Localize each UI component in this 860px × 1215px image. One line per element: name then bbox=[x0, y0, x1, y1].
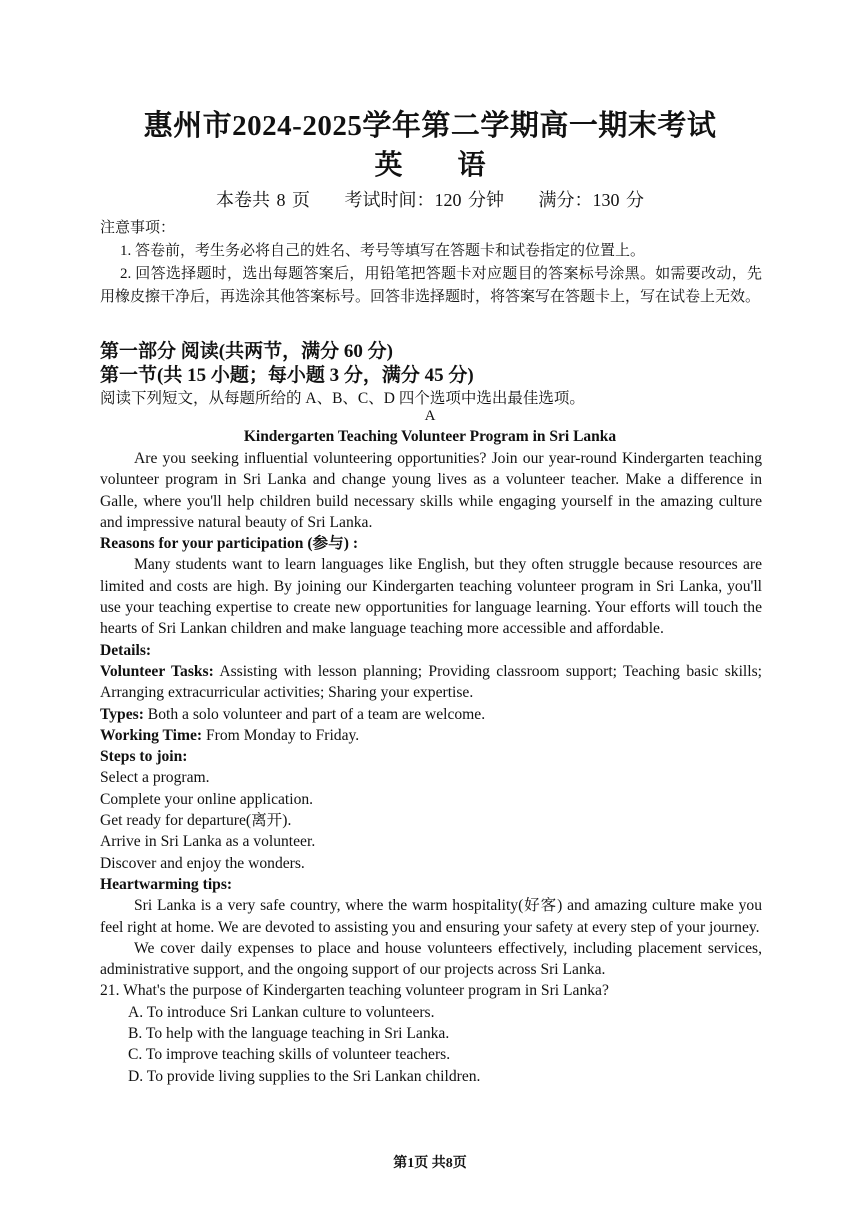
full-score: 满分：130 分 bbox=[538, 190, 644, 210]
note-item-2: 2. 回答选择题时，选出每题答案后，用铅笔把答题卡对应题目的答案标号涂黑。如需要改动，先用橡皮擦干净后，再选涂其他答案标号。回答非选择题时，将答案写在答题卡上，写在试卷上无效。 bbox=[100, 266, 762, 305]
reading-instruction: 阅读下列短文，从每题所给的 A、B、C、D 四个选项中选出最佳选项。 bbox=[100, 390, 585, 407]
exam-meta bbox=[0, 186, 860, 212]
passage-body bbox=[100, 448, 762, 1087]
note-item-1: 1. 答卷前，考生务必将自己的姓名、考号等填写在答题卡和试卷指定的位置上。 bbox=[120, 243, 646, 259]
subject-title: 英 语 bbox=[374, 150, 510, 181]
reasons-heading: Reasons for your participation (参与) : bbox=[100, 535, 359, 553]
exam-title: 惠州市2024-2025学年第二学期高一期末考试 bbox=[143, 110, 717, 142]
option-a: A. To introduce Sri Lankan culture to volunteers. bbox=[128, 1003, 435, 1021]
types-line bbox=[100, 704, 762, 725]
option-d: D. To provide living supplies to the Sri Lankan children. bbox=[128, 1067, 481, 1085]
passage-intro: Are you seeking influential volunteering opportunities? Join our year-round Kindergarten teaching volunteer program in Sri Lanka and change young lives as a volunteer teacher. Make a difference in Galle, where you'll help children build necessary skills while engaging yourself in the amazing culture and impressive natural beauty of Sri Lanka. bbox=[100, 450, 762, 531]
tips-paragraph-1: Sri Lanka is a very safe country, where the warm hospitality(好客) and amazing culture make you feel right at home. We are devoted to assisting you and ensuring your safety at every step of your journey. bbox=[100, 897, 762, 936]
page-count: 本卷共 8 页 bbox=[216, 190, 310, 210]
tasks-label: Volunteer Tasks: bbox=[100, 662, 214, 680]
tips-heading: Heartwarming tips: bbox=[100, 875, 233, 893]
step-item: Get ready for departure(离开). bbox=[100, 812, 292, 830]
section-heading: 第一节(共 15 小题；每小题 3 分，满分 45 分) bbox=[100, 365, 474, 386]
passage-title: Kindergarten Teaching Volunteer Program in Sri Lanka bbox=[243, 428, 617, 445]
types-text: Both a solo volunteer and part of a team are welcome. bbox=[143, 705, 486, 723]
option-b: B. To help with the language teaching in Sri Lanka. bbox=[128, 1025, 450, 1043]
details-heading: Details: bbox=[100, 641, 152, 659]
question-stem: 21. What's the purpose of Kindergarten teaching volunteer program in Sri Lanka? bbox=[100, 982, 609, 1000]
page-footer: 第1页 共8页 bbox=[393, 1156, 467, 1171]
step-item: Discover and enjoy the wonders. bbox=[100, 854, 305, 872]
part-heading: 第一部分 阅读(共两节，满分 60 分) bbox=[100, 341, 393, 362]
tasks-line bbox=[100, 661, 762, 704]
types-label: Types: bbox=[100, 705, 144, 723]
reasons-text: Many students want to learn languages like English, but they often struggle because resources are limited and costs are high. By joining our Kindergarten teaching volunteer program in Sri Lanka, you'll use your teaching expertise to create new opportunities for language learning. Your efforts will touch the hearts of Sri Lankan children and make language teaching more accessible and affordable. bbox=[100, 556, 762, 638]
time-text: From Monday to Friday. bbox=[202, 726, 360, 744]
tips-paragraph-2: We cover daily expenses to place and house volunteers effectively, including placement services, administrative support, and the ongoing support of our projects across Sri Lanka. bbox=[100, 939, 762, 979]
passage-letter: A bbox=[424, 408, 436, 424]
notes-heading: 注意事项： bbox=[100, 220, 176, 236]
notes-section bbox=[100, 217, 762, 309]
steps-heading: Steps to join: bbox=[100, 748, 188, 766]
step-item: Arrive in Sri Lanka as a volunteer. bbox=[100, 833, 316, 851]
step-item: Select a program. bbox=[100, 769, 210, 787]
step-item: Complete your online application. bbox=[100, 790, 314, 808]
time-label: Working Time: bbox=[100, 726, 203, 744]
time-line bbox=[100, 725, 762, 746]
tasks-text: Assisting with lesson planning; Providing classroom support; Teaching basic skills; Arranging extracurricular activities; Sharing your expertise. bbox=[100, 662, 762, 702]
option-c: C. To improve teaching skills of volunteer teachers. bbox=[128, 1046, 451, 1064]
exam-time: 考试时间：120 分钟 bbox=[344, 190, 504, 210]
